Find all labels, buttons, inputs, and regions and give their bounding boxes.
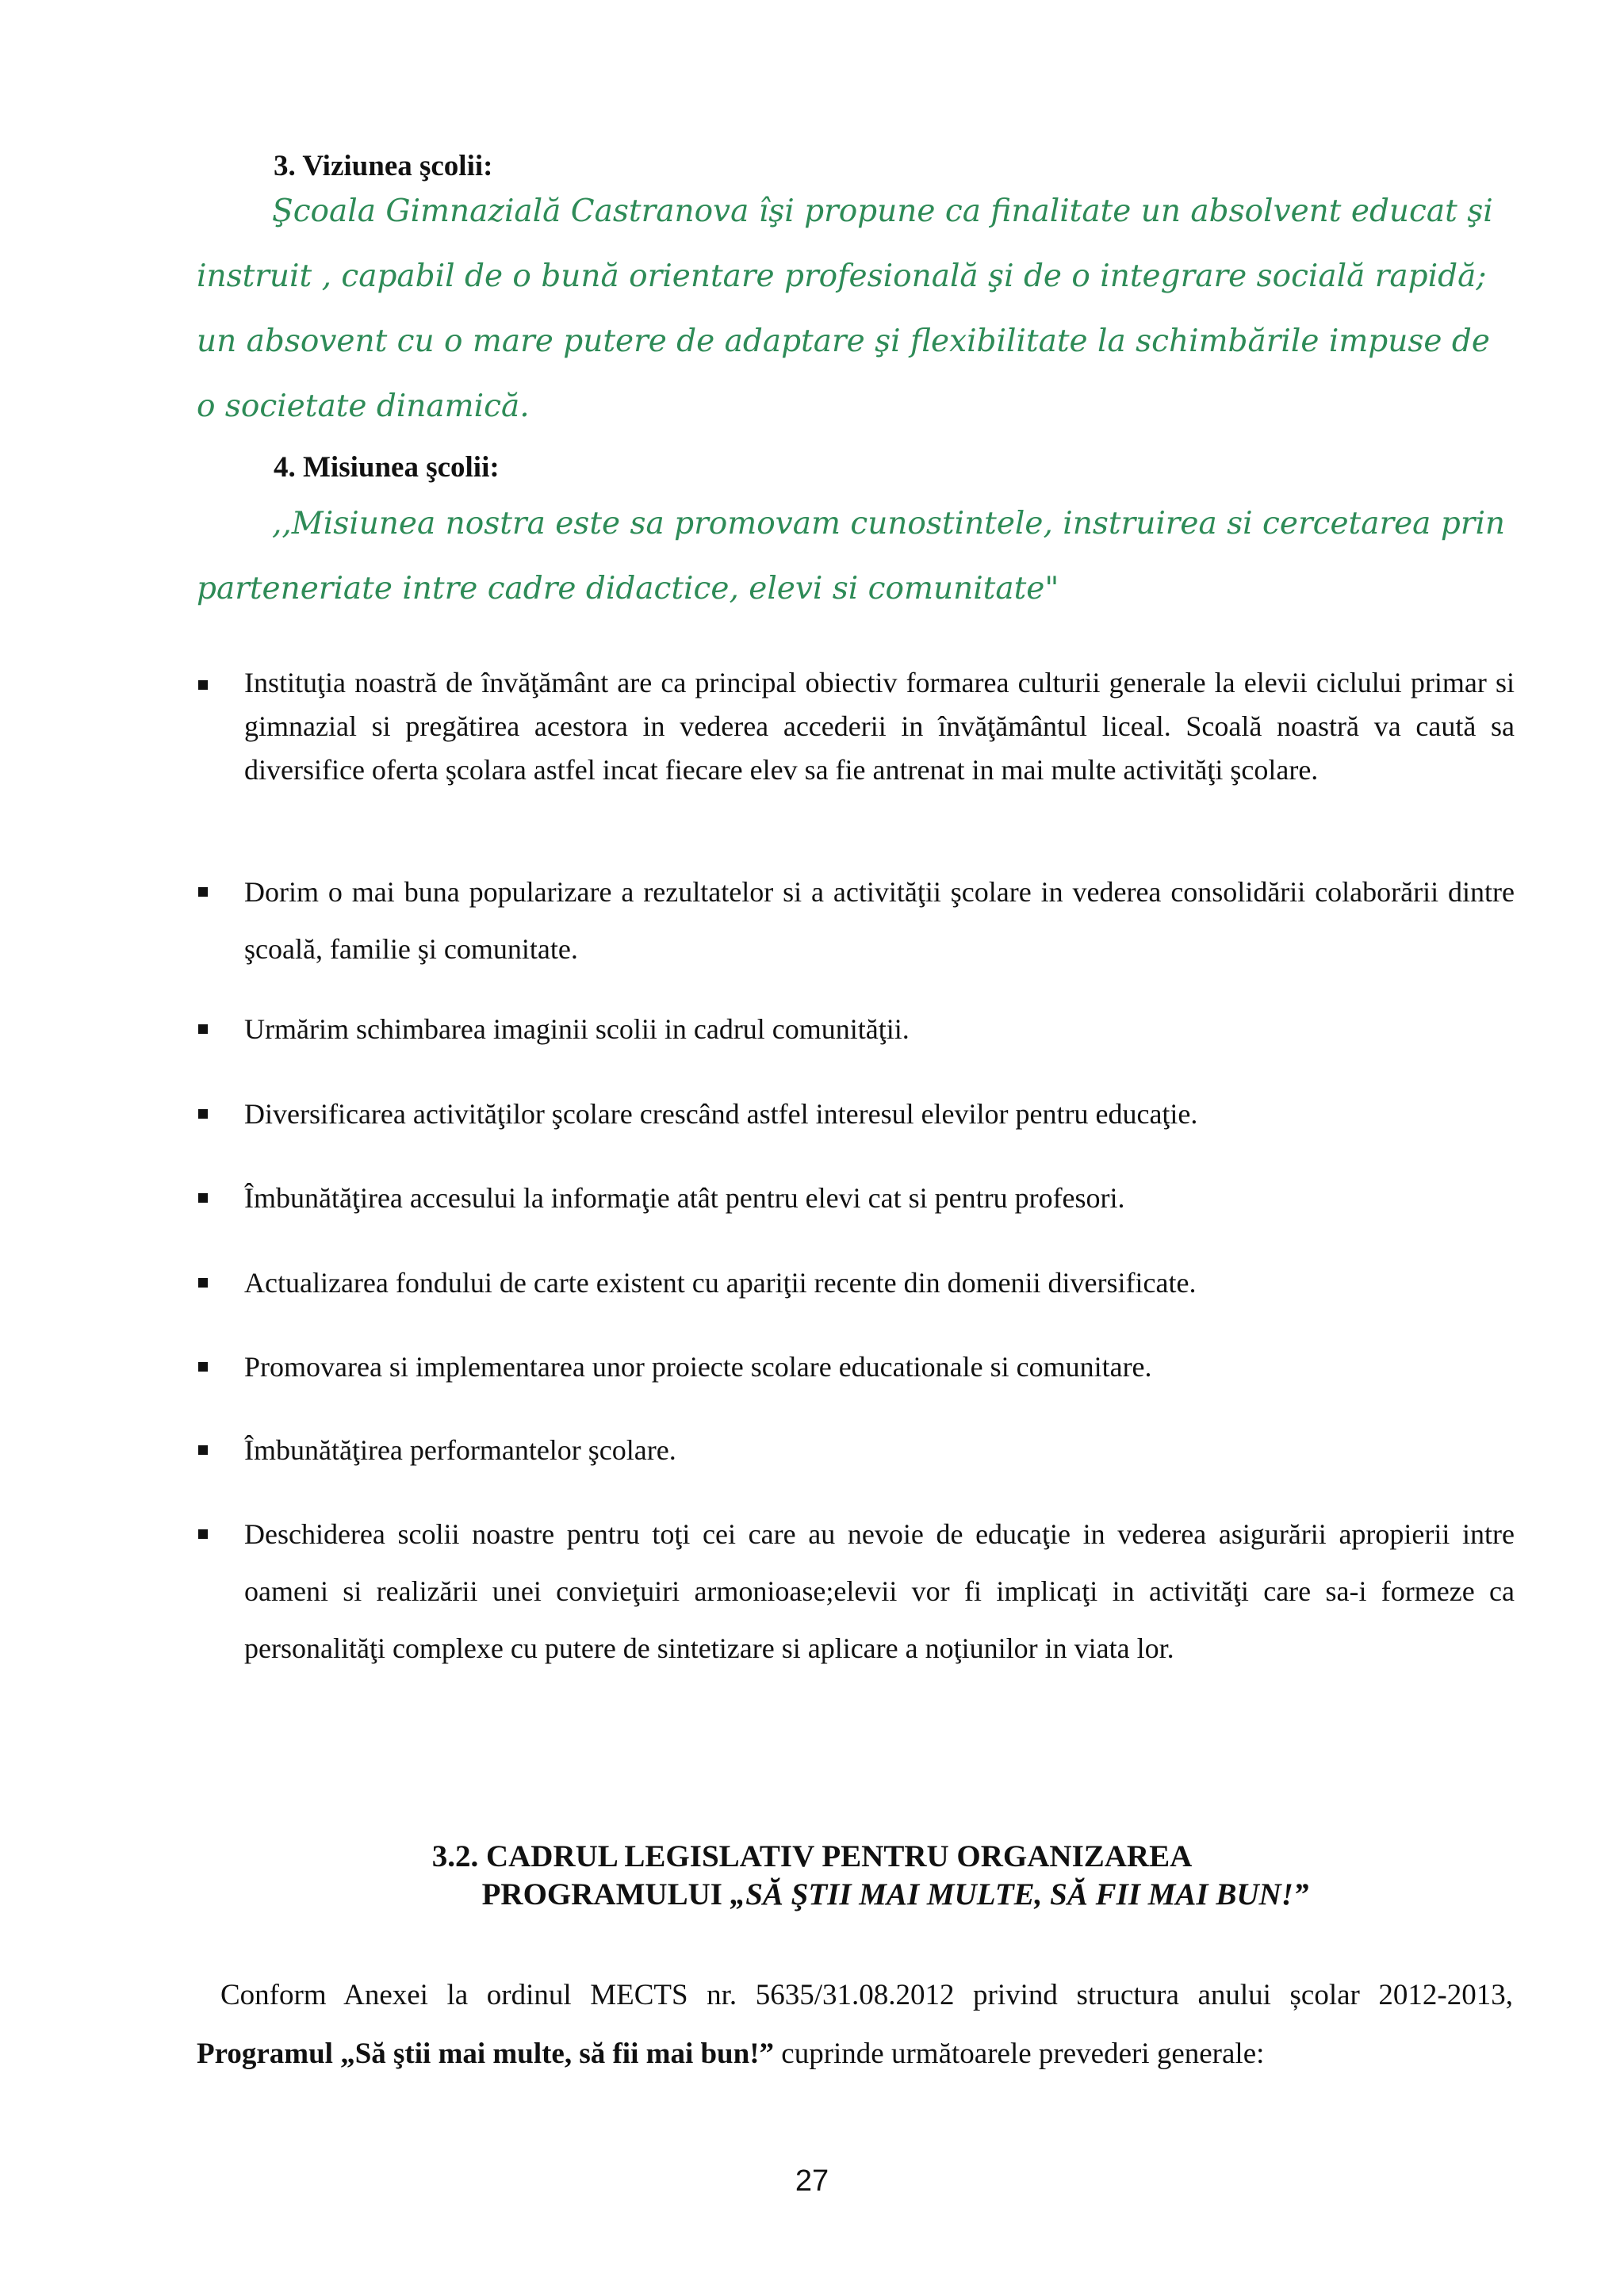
section-title-line2 — [316, 1877, 1309, 1911]
square-bullet-icon — [198, 887, 208, 897]
section-title — [0, 1838, 1624, 1914]
vision-text — [197, 179, 1513, 439]
mission-heading: 4. Misiunea şcolii: — [274, 451, 500, 484]
square-bullet-icon — [198, 1024, 208, 1034]
square-bullet-icon — [198, 1445, 208, 1455]
square-bullet-icon — [198, 1109, 208, 1119]
list-item-text: Îmbunătăţirea accesului la informaţie atât pentru elevi cat si pentru profesori. — [244, 1182, 1125, 1214]
square-bullet-icon — [198, 1193, 208, 1203]
list-item-text: Promovarea si implementarea unor proiecte scolare educationale si comunitare. — [244, 1351, 1152, 1383]
mission-text-content: ,,Misiunea nostra este sa promovam cunostintele, instruirea si cercetarea prin parteneriate intre cadre didactice, elevi si comunitate" — [197, 506, 1506, 607]
page-number: 27 — [795, 2164, 829, 2198]
list-item-text: Instituţia noastră de învăţământ are ca principal obiectiv formarea culturii generale la elevii ciclului primar si gimnazial si pregătirea acestora in vederea accederii in învăţământul liceal. Scoală noastră va caută sa diversifice oferta şcolara astfel incat fiecare elev sa fie antrenat in mai multe activităţi şcolare. — [244, 667, 1515, 786]
vision-text-content: Şcoala Gimnazială Castranova îşi propune ca finalitate un absolvent educat şi instruit , capabil de o bună orientare profesională şi de o integrare socială rapidă; un absovent cu o mare putere de adaptare şi flexibilitate la schimbările impuse de o societate dinamică. — [197, 193, 1493, 424]
list-item-text: Urmărim schimbarea imaginii scolii in cadrul comunităţii. — [244, 1013, 910, 1045]
paragraph-end: cuprinde următoarele prevederi generale: — [774, 2038, 1265, 2070]
square-bullet-icon — [198, 1278, 208, 1288]
list-item-text: Diversificarea activităţilor şcolare crescând astfel interesul elevilor pentru educaţie. — [244, 1098, 1198, 1130]
body-paragraph — [197, 1966, 1513, 2084]
program-name-bold: Programul „Să ştii mai multe, să fii mai bun!” — [197, 2038, 775, 2070]
square-bullet-icon — [198, 1529, 208, 1539]
vision-heading: 3. Viziunea şcolii: — [274, 150, 493, 182]
section-title-prefix: PROGRAMULUI — [481, 1877, 730, 1911]
square-bullet-icon — [198, 680, 208, 690]
paragraph-start: Conform Anexei la ordinul MECTS nr. 5635/31.08.2012 privind structura anului școlar 2012-2013, — [220, 1979, 1513, 2011]
section-title-line1: 3.2. CADRUL LEGISLATIV PENTRU ORGANIZAREA — [431, 1839, 1193, 1873]
list-item-text: Deschiderea scolii noastre pentru toţi cei care au nevoie de educaţie in vederea asigurării apropierii intre oameni si realizării unei convieţuiri armonioase;elevii vor fi implicaţi in activităţi care sa-i formeze ca personalităţi complexe cu putere de sintetizare si aplicare a noţiunilor in viata lor. — [244, 1518, 1515, 1664]
program-name: „SĂ ŞTII MAI MULTE, SĂ FII MAI BUN!” — [730, 1877, 1309, 1911]
mission-text — [197, 492, 1513, 622]
list-item-text: Actualizarea fondului de carte existent cu apariţii recente din domenii diversificate. — [244, 1267, 1197, 1299]
square-bullet-icon — [198, 1362, 208, 1372]
list-item-text: Dorim o mai buna popularizare a rezultatelor si a activităţii şcolare in vederea consolidării colaborării dintre şcoală, familie şi comunitate. — [244, 876, 1515, 965]
list-item-text: Îmbunătăţirea performantelor şcolare. — [244, 1434, 676, 1466]
